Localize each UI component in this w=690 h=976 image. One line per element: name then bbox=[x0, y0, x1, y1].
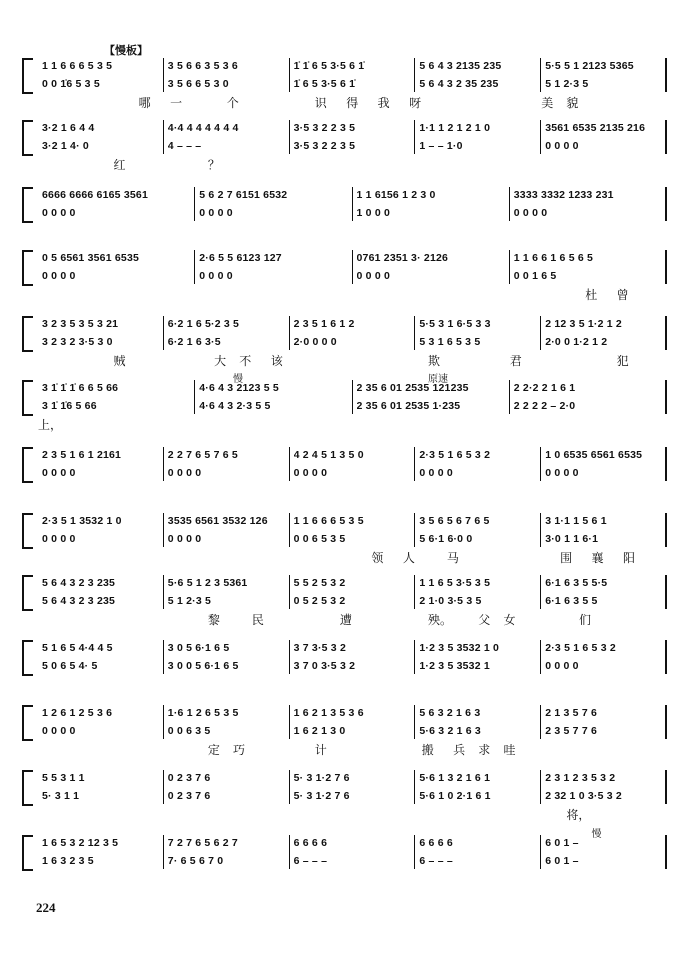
barline bbox=[414, 640, 415, 674]
measure: 0 0 0 0 bbox=[356, 270, 391, 282]
lyric-syllable: 定 bbox=[207, 743, 220, 757]
bottom-staff-line bbox=[38, 533, 667, 547]
measure: 6 – – – bbox=[293, 855, 328, 867]
measure: 5 6 4 3 2 3 235 bbox=[42, 595, 116, 607]
measure: 0 0 0 0 bbox=[42, 270, 76, 282]
measure: 6 0 1 – bbox=[545, 855, 579, 867]
measure: 6·2 1 6 5·2 3 5 bbox=[167, 318, 240, 330]
measure: 1 1 6 6 1 6 5 6 5 bbox=[513, 252, 594, 264]
measure: 6666 6666 6165 3561 bbox=[42, 189, 148, 201]
measure: 0761 2351 3· 2126 bbox=[356, 252, 449, 264]
barline bbox=[540, 770, 541, 804]
score-system bbox=[22, 58, 667, 110]
lyrics-line bbox=[38, 223, 667, 237]
measure: 4 2 4 5 1 3 5 0 bbox=[293, 449, 364, 461]
measure: 0 0 0 0 bbox=[42, 207, 76, 219]
measure: 2 12 3 5 1·2 1 2 bbox=[545, 318, 622, 330]
lyric-syllable: 貌 bbox=[566, 96, 579, 110]
lyric-syllable: 将， bbox=[566, 808, 591, 822]
lyric-syllable: 一 bbox=[170, 96, 183, 110]
lyric-syllable: 美 bbox=[541, 96, 554, 110]
measure: 5·6 3 2 1 6 3 bbox=[419, 725, 481, 737]
bottom-staff-line bbox=[38, 725, 667, 739]
barline bbox=[540, 58, 541, 92]
measure: 0 0 0 0 bbox=[545, 140, 579, 152]
measure: 3 2 3 2 3·5 3 0 bbox=[42, 336, 113, 348]
system-brace bbox=[22, 58, 33, 94]
system-brace bbox=[22, 705, 33, 741]
score-system bbox=[22, 316, 667, 368]
barline bbox=[540, 447, 541, 481]
bottom-staff-line bbox=[38, 467, 667, 481]
barline bbox=[414, 835, 415, 869]
score-system bbox=[22, 250, 667, 302]
bottom-staff-line bbox=[38, 595, 667, 609]
lyric-syllable: 识 bbox=[314, 96, 327, 110]
measure: 2 1 3 5 7 6 bbox=[545, 707, 598, 719]
measure: 3 7 3·5 3 2 bbox=[293, 642, 346, 654]
score-system bbox=[22, 835, 667, 883]
lyric-syllable: 个 bbox=[226, 96, 239, 110]
measure: 1 6 2 1 3 0 bbox=[293, 725, 346, 737]
bottom-staff-line bbox=[38, 400, 667, 414]
measure: 2 3 1 2 3 5 3 2 bbox=[545, 772, 616, 784]
lyric-syllable: 君 bbox=[509, 354, 522, 368]
lyric-syllable: 黎 bbox=[207, 613, 220, 627]
barline bbox=[352, 250, 353, 284]
barline bbox=[414, 120, 415, 154]
measure: 6·2 1 6 3·5 bbox=[167, 336, 221, 348]
lyric-syllable: 不 bbox=[239, 354, 252, 368]
lyric-syllable: 犯 bbox=[616, 354, 629, 368]
lyric-syllable: 搬 bbox=[421, 743, 434, 757]
barline bbox=[289, 705, 290, 739]
measure: 0 0 0 0 bbox=[545, 660, 579, 672]
lyric-syllable: 呀 bbox=[409, 96, 422, 110]
end-barline bbox=[665, 447, 667, 481]
lyrics-line bbox=[38, 676, 667, 690]
lyric-syllable: 大 bbox=[214, 354, 227, 368]
lyrics-line bbox=[38, 416, 667, 430]
measure: 0 2 3 7 6 bbox=[167, 772, 211, 784]
measure: 2·0 0 1·2 1 2 bbox=[545, 336, 608, 348]
barline bbox=[289, 640, 290, 674]
lyric-syllable: 阳 bbox=[622, 551, 635, 565]
measure: 3·0 1 1 6·1 bbox=[545, 533, 599, 545]
barline bbox=[509, 187, 510, 221]
lyric-syllable: 该 bbox=[270, 354, 283, 368]
measure: 3 2 3 5 3 5 3 21 bbox=[42, 318, 119, 330]
barline bbox=[352, 187, 353, 221]
score-system bbox=[22, 705, 667, 757]
barline bbox=[540, 513, 541, 547]
lyric-syllable: 们 bbox=[578, 613, 591, 627]
measure: 1·6 1 2 6 5 3 5 bbox=[167, 707, 239, 719]
measure: 6·1 6 3 5 5 bbox=[545, 595, 598, 607]
lyrics-line bbox=[38, 806, 667, 820]
measure: 0 0 0 0 bbox=[42, 467, 76, 479]
barline bbox=[289, 835, 290, 869]
bottom-staff-line bbox=[38, 790, 667, 804]
lyric-syllable: 红 bbox=[113, 158, 126, 172]
lyric-syllable: 女 bbox=[503, 613, 516, 627]
measure: 2 3 5 1 6 1 2161 bbox=[42, 449, 122, 461]
measure: 3 1̇ 1̇6 5 66 bbox=[42, 400, 97, 412]
top-staff-line bbox=[38, 577, 667, 591]
measure: 1 0 0 0 bbox=[356, 207, 391, 219]
barline bbox=[163, 835, 164, 869]
measure: 5 1 2·3 5 bbox=[167, 595, 212, 607]
measure: 5 5 2 5 3 2 bbox=[293, 577, 346, 589]
end-barline bbox=[665, 120, 667, 154]
end-barline bbox=[665, 835, 667, 869]
lyric-syllable: 父 bbox=[478, 613, 491, 627]
score-system bbox=[22, 575, 667, 627]
bottom-staff-line bbox=[38, 78, 667, 92]
measure: 5 5 3 1 1 bbox=[42, 772, 85, 784]
measure: 0 0 6 5 3 5 bbox=[293, 533, 346, 545]
measure: 2 2·2 2 1 6 1 bbox=[513, 382, 576, 394]
lyric-syllable: 殃。 bbox=[427, 613, 452, 627]
top-staff-line bbox=[38, 189, 667, 203]
end-barline bbox=[665, 575, 667, 609]
lyric-syllable: 欺 bbox=[427, 354, 440, 368]
measure: 2 35 6 01 2535 121235 bbox=[356, 382, 469, 394]
top-staff-line bbox=[38, 837, 667, 851]
barline bbox=[509, 250, 510, 284]
measure: 3 5 6 6 3 5 3 6 bbox=[167, 60, 238, 72]
measure: 0 0 1̇6 5 3 5 bbox=[42, 78, 100, 90]
system-brace bbox=[22, 250, 33, 286]
measure: 5·5 5 1 2123 5365 bbox=[545, 60, 634, 72]
measure: 5· 3 1·2 7 6 bbox=[293, 790, 350, 802]
measure: 3 0 5 6·1 6 5 bbox=[167, 642, 230, 654]
measure: 5·5 3 1 6·5 3 3 bbox=[419, 318, 491, 330]
measure: 1 1 6 6 6 5 3 5 bbox=[42, 60, 113, 72]
measure: 4·6 4 3 2·3 5 5 bbox=[199, 400, 271, 412]
end-barline bbox=[665, 513, 667, 547]
measure: 0 0 6 3 5 bbox=[167, 725, 211, 737]
measure: 5· 3 1·2 7 6 bbox=[293, 772, 350, 784]
measure: 0 0 0 0 bbox=[513, 207, 548, 219]
measure: 3·5 3 2 2 3 5 bbox=[293, 140, 356, 152]
bottom-staff-line bbox=[38, 270, 667, 284]
measure: 1 – – 1·0 bbox=[419, 140, 463, 152]
lyric-syllable: ？ bbox=[207, 158, 220, 172]
expression-mark: 原速 bbox=[427, 374, 448, 385]
measure: 0 0 0 0 bbox=[42, 533, 76, 545]
lyric-syllable: 求 bbox=[478, 743, 491, 757]
bottom-staff-line bbox=[38, 336, 667, 350]
barline bbox=[163, 513, 164, 547]
measure: 3 1·1 1 5 6 1 bbox=[545, 515, 607, 527]
tempo-mark: 【慢板】 bbox=[104, 44, 148, 57]
measure: 0 0 0 0 bbox=[167, 533, 202, 545]
measure: 0 0 0 0 bbox=[167, 467, 202, 479]
bottom-staff-line bbox=[38, 140, 667, 154]
measure: 1 1 6 6 6 5 3 5 bbox=[293, 515, 364, 527]
system-brace bbox=[22, 380, 33, 416]
measure: 7 2 7 6 5 6 2 7 bbox=[167, 837, 238, 849]
barline bbox=[163, 705, 164, 739]
lyric-syllable: 计 bbox=[314, 743, 327, 757]
measure: 3·2 1 4· 0 bbox=[42, 140, 89, 152]
barline bbox=[194, 187, 195, 221]
barline bbox=[289, 316, 290, 350]
measure: 2·3 5 1 6 5 3 2 bbox=[419, 449, 491, 461]
top-staff-line bbox=[38, 60, 667, 74]
measure: 1 6 2 1 3 5 3 6 bbox=[293, 707, 364, 719]
lyric-syllable: 人 bbox=[402, 551, 415, 565]
barline bbox=[414, 58, 415, 92]
measure: 0 2 3 7 6 bbox=[167, 790, 211, 802]
top-staff-line bbox=[38, 642, 667, 656]
barline bbox=[414, 447, 415, 481]
measure: 5 1 6 5 4·4 4 5 bbox=[42, 642, 113, 654]
measure: 0 5 2 5 3 2 bbox=[293, 595, 346, 607]
lyrics-line bbox=[38, 483, 667, 497]
barline bbox=[540, 835, 541, 869]
barline bbox=[540, 120, 541, 154]
system-brace bbox=[22, 770, 33, 806]
measure: 2 32 1 0 3·5 3 2 bbox=[545, 790, 622, 802]
lyric-syllable: 哪 bbox=[138, 96, 151, 110]
lyrics-line bbox=[38, 549, 667, 563]
measure: 0 0 1 6 5 bbox=[513, 270, 557, 282]
barline bbox=[163, 120, 164, 154]
measure: 5 1 2·3 5 bbox=[545, 78, 589, 90]
measure: 6 0 1 – bbox=[545, 837, 579, 849]
measure: 5 6 3 2 1 6 3 bbox=[419, 707, 481, 719]
barline bbox=[163, 316, 164, 350]
measure: 2·3 5 1 6 5 3 2 bbox=[545, 642, 616, 654]
measure: 2 35 6 01 2535 1·235 bbox=[356, 400, 461, 412]
measure: 1 0 6535 6561 6535 bbox=[545, 449, 643, 461]
top-staff-line bbox=[38, 772, 667, 786]
end-barline bbox=[665, 640, 667, 674]
measure: 5 0 6 5 4· 5 bbox=[42, 660, 98, 672]
barline bbox=[414, 513, 415, 547]
measure: 2 1·0 3·5 3 5 bbox=[419, 595, 482, 607]
measure: 4·4 4 4 4 4 4 4 bbox=[167, 122, 239, 134]
end-barline bbox=[665, 770, 667, 804]
measure: 0 0 0 0 bbox=[545, 467, 579, 479]
score-system bbox=[22, 640, 667, 688]
barline bbox=[194, 250, 195, 284]
measure: 5 6 4 3 2 3 235 bbox=[42, 577, 116, 589]
measure: 1 1 6156 1 2 3 0 bbox=[356, 189, 436, 201]
measure: 5·6 5 1 2 3 5361 bbox=[167, 577, 248, 589]
measure: 0 0 0 0 bbox=[199, 270, 233, 282]
measure: 2 3 5 1 6 1 2 bbox=[293, 318, 355, 330]
barline bbox=[163, 447, 164, 481]
measure: 1 6 5 3 2 12 3 5 bbox=[42, 837, 119, 849]
end-barline bbox=[665, 187, 667, 221]
lyric-syllable: 得 bbox=[346, 96, 359, 110]
lyric-syllable: 马 bbox=[446, 551, 459, 565]
measure: 5·6 1 0 2·1 6 1 bbox=[419, 790, 491, 802]
lyric-syllable: 我 bbox=[377, 96, 390, 110]
measure: 0 0 0 0 bbox=[199, 207, 233, 219]
barline bbox=[194, 380, 195, 414]
barline bbox=[289, 447, 290, 481]
measure: 1 2 6 1 2 5 3 6 bbox=[42, 707, 113, 719]
lyric-syllable: 巧 bbox=[232, 743, 245, 757]
measure: 7· 6 5 6 7 0 bbox=[167, 855, 224, 867]
measure: 2·6 5 5 6123 127 bbox=[199, 252, 282, 264]
end-barline bbox=[665, 380, 667, 414]
end-barline bbox=[665, 58, 667, 92]
bottom-staff-line bbox=[38, 660, 667, 674]
lyric-syllable: 襄 bbox=[591, 551, 604, 565]
measure: 4·6 4 3 2123 5 5 bbox=[199, 382, 279, 394]
measure: 4 – – – bbox=[167, 140, 202, 152]
barline bbox=[163, 58, 164, 92]
measure: 3·5 3 2 2 3 5 bbox=[293, 122, 356, 134]
measure: 3561 6535 2135 216 bbox=[545, 122, 646, 134]
lyrics-line bbox=[38, 611, 667, 625]
end-barline bbox=[665, 250, 667, 284]
barline bbox=[289, 58, 290, 92]
top-staff-line bbox=[38, 707, 667, 721]
measure: 5 6 2 7 6151 6532 bbox=[199, 189, 288, 201]
measure: 0 0 0 0 bbox=[42, 725, 76, 737]
system-brace bbox=[22, 640, 33, 676]
lyric-syllable: 杜 bbox=[585, 288, 598, 302]
lyric-syllable: 贼 bbox=[113, 354, 126, 368]
barline bbox=[163, 640, 164, 674]
top-staff-line bbox=[38, 382, 667, 396]
lyrics-line bbox=[38, 741, 667, 755]
measure: 5 6 4 3 2 35 235 bbox=[419, 78, 499, 90]
measure: 3 7 0 3·5 3 2 bbox=[293, 660, 356, 672]
score-system bbox=[22, 187, 667, 235]
measure: 3 5 6 6 5 3 0 bbox=[167, 78, 229, 90]
measure: 2 3 5 7 7 6 bbox=[545, 725, 598, 737]
system-brace bbox=[22, 120, 33, 156]
measure: 3 1̇ 1̇ 1̇ 6 6 5 66 bbox=[42, 382, 119, 394]
lyric-syllable: 遭 bbox=[339, 613, 352, 627]
barline bbox=[414, 705, 415, 739]
barline bbox=[540, 705, 541, 739]
system-brace bbox=[22, 835, 33, 871]
barline bbox=[163, 575, 164, 609]
measure: 5 6·1 6·0 0 bbox=[419, 533, 473, 545]
barline bbox=[289, 120, 290, 154]
measure: 3·2 1 6 4 4 bbox=[42, 122, 95, 134]
barline bbox=[540, 575, 541, 609]
measure: 3535 6561 3532 126 bbox=[167, 515, 268, 527]
measure: 2·0 0 0 0 bbox=[293, 336, 337, 348]
barline bbox=[540, 640, 541, 674]
measure: 1̇ 1̇ 6 5 3·5 6 1̇ bbox=[293, 60, 365, 72]
score-system bbox=[22, 447, 667, 495]
barline bbox=[414, 770, 415, 804]
barline bbox=[509, 380, 510, 414]
measure: 3333 3332 1233 231 bbox=[513, 189, 614, 201]
measure: 3 5 6 5 6 7 6 5 bbox=[419, 515, 490, 527]
measure: 1 6 3 2 3 5 bbox=[42, 855, 94, 867]
lyric-syllable: 围 bbox=[560, 551, 573, 565]
barline bbox=[540, 316, 541, 350]
score-system bbox=[22, 513, 667, 565]
measure: 1·1 1 2 1 2 1 0 bbox=[419, 122, 491, 134]
expression-mark: 慢 bbox=[591, 829, 602, 840]
top-staff-line bbox=[38, 318, 667, 332]
measure: 3 0 0 5 6·1 6 5 bbox=[167, 660, 239, 672]
measure: 2·3 5 1 3532 1 0 bbox=[42, 515, 122, 527]
end-barline bbox=[665, 705, 667, 739]
system-brace bbox=[22, 447, 33, 483]
lyrics-line bbox=[38, 352, 667, 366]
measure: 1̇ 6 5 3·5 6 1̇ bbox=[293, 78, 356, 90]
measure: 1 1 6 5 3·5 3 5 bbox=[419, 577, 491, 589]
measure: 0 0 0 0 bbox=[293, 467, 328, 479]
lyric-syllable: 兵 bbox=[453, 743, 466, 757]
system-brace bbox=[22, 575, 33, 611]
measure: 6 6 6 6 bbox=[419, 837, 453, 849]
score-system bbox=[22, 770, 667, 822]
measure: 6 6 6 6 bbox=[293, 837, 328, 849]
top-staff-line bbox=[38, 515, 667, 529]
score-system bbox=[22, 120, 667, 172]
barline bbox=[414, 575, 415, 609]
barline bbox=[289, 770, 290, 804]
top-staff-line bbox=[38, 252, 667, 266]
measure: 0 5 6561 3561 6535 bbox=[42, 252, 140, 264]
lyric-syllable: 民 bbox=[251, 613, 264, 627]
barline bbox=[163, 770, 164, 804]
bottom-staff-line bbox=[38, 855, 667, 869]
measure: 1·2 3 5 3532 1 0 bbox=[419, 642, 500, 654]
top-staff-line bbox=[38, 449, 667, 463]
measure: 5 3 1 6 5 3 5 bbox=[419, 336, 481, 348]
expression-mark: 慢 bbox=[232, 374, 243, 385]
lyric-syllable: 领 bbox=[371, 551, 384, 565]
system-brace bbox=[22, 513, 33, 549]
measure: 6 – – – bbox=[419, 855, 453, 867]
measure: 5 6 4 3 2135 235 bbox=[419, 60, 502, 72]
page-number: 224 bbox=[36, 900, 56, 915]
measure: 0 0 0 0 bbox=[419, 467, 453, 479]
system-brace bbox=[22, 316, 33, 352]
barline bbox=[289, 575, 290, 609]
barline bbox=[352, 380, 353, 414]
barline bbox=[414, 316, 415, 350]
lyrics-line bbox=[38, 286, 667, 300]
lyric-syllable: 哇 bbox=[503, 743, 516, 757]
lyrics-line bbox=[38, 94, 667, 108]
barline bbox=[289, 513, 290, 547]
end-barline bbox=[665, 316, 667, 350]
lyrics-line bbox=[38, 156, 667, 170]
lyric-syllable: 上， bbox=[38, 418, 63, 432]
measure: 5·6 1 3 2 1 6 1 bbox=[419, 772, 491, 784]
measure: 2 2 7 6 5 7 6 5 bbox=[167, 449, 238, 461]
lyrics-line bbox=[38, 871, 667, 885]
measure: 2 2 2 2 – 2·0 bbox=[513, 400, 576, 412]
system-brace bbox=[22, 187, 33, 223]
measure: 1·2 3 5 3532 1 bbox=[419, 660, 490, 672]
score-system bbox=[22, 380, 667, 432]
measure: 5· 3 1 1 bbox=[42, 790, 80, 802]
measure: 6·1 6 3 5 5·5 bbox=[545, 577, 608, 589]
bottom-staff-line bbox=[38, 207, 667, 221]
lyric-syllable: 曾 bbox=[616, 288, 629, 302]
top-staff-line bbox=[38, 122, 667, 136]
